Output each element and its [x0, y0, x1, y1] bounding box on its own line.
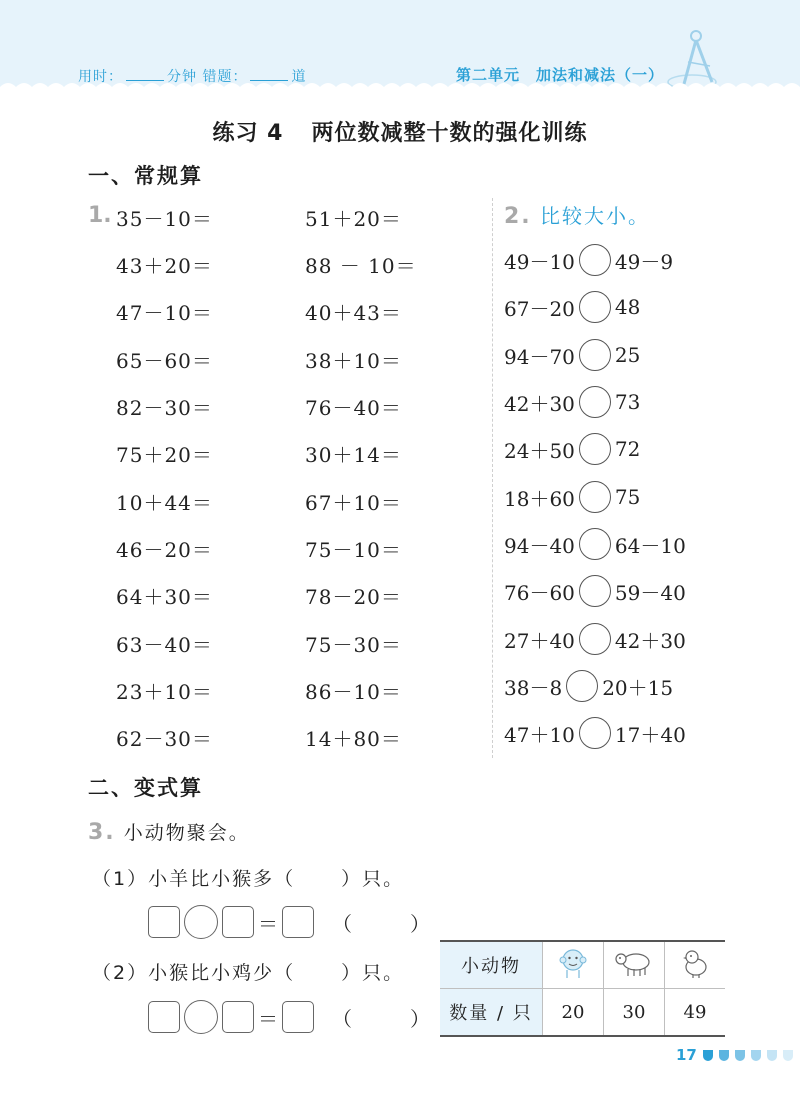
errors-blank[interactable]	[250, 68, 288, 81]
number-box[interactable]	[222, 906, 254, 938]
table-row	[440, 941, 725, 989]
equation-item: 86－10＝	[305, 680, 402, 704]
unit-parenthesis: （ ）	[332, 1006, 432, 1031]
comparison-row	[504, 386, 640, 418]
question-3-heading: 3. 小动物聚会。	[88, 820, 250, 845]
table-row	[440, 989, 725, 1037]
compare-answer-circle[interactable]	[579, 575, 611, 607]
comparison-right: 25	[614, 343, 641, 367]
equation-item: 82－30＝	[116, 396, 213, 420]
comparison-right: 64－10	[614, 533, 686, 558]
comparison-row	[504, 528, 686, 560]
result-box[interactable]	[282, 906, 314, 938]
comparison-left: 76－60	[504, 580, 575, 605]
count-sheep: 30	[604, 989, 665, 1037]
comparison-left: 38－8	[504, 675, 563, 700]
comparison-row	[504, 244, 673, 276]
comparison-row	[504, 339, 640, 371]
equation-item: 63－40＝	[116, 633, 213, 657]
equals-sign: ＝	[258, 1006, 278, 1031]
comparison-left: 42＋30	[504, 391, 575, 416]
operator-circle[interactable]	[184, 1000, 218, 1034]
question-2-title: 比较大小。	[540, 204, 651, 228]
compare-answer-circle[interactable]	[579, 717, 611, 749]
equation-item: 64＋30＝	[116, 585, 213, 609]
comparison-left: 24＋50	[504, 438, 575, 463]
equation-item: 88 － 10＝	[305, 254, 417, 278]
section-heading-variant: 二、变式算	[88, 776, 203, 800]
equation-item: 30＋14＝	[305, 443, 402, 467]
equation-row-2	[148, 1000, 432, 1034]
comparison-row	[504, 717, 686, 749]
table-cell-monkey	[543, 941, 604, 989]
number-box[interactable]	[148, 1001, 180, 1033]
question-2-heading: 2. 比较大小。	[504, 204, 651, 229]
equation-item: 14＋80＝	[305, 727, 402, 751]
equation-item: 51＋20＝	[305, 207, 402, 231]
comparison-right: 42＋30	[614, 628, 686, 653]
chick-icon	[680, 947, 710, 979]
comparison-row	[504, 433, 640, 465]
exercise-number: 练习 4	[212, 121, 284, 146]
comparison-right: 48	[614, 295, 641, 319]
equation-item: 47－10＝	[116, 301, 213, 325]
page-title	[0, 116, 800, 147]
comparison-left: 27＋40	[504, 628, 575, 653]
table-header-animal: 小动物	[440, 941, 543, 989]
equation-item: 38＋10＝	[305, 349, 402, 373]
comparison-row	[504, 481, 640, 513]
equation-item: 35－10＝	[116, 207, 213, 231]
equation-item: 75＋20＝	[116, 443, 213, 467]
compare-answer-circle[interactable]	[579, 291, 611, 323]
compare-answer-circle[interactable]	[579, 433, 611, 465]
comparison-right: 59－40	[614, 580, 686, 605]
time-unit: 分钟	[167, 69, 197, 85]
comparison-right: 49－9	[614, 249, 674, 274]
comparison-left: 67－20	[504, 296, 575, 321]
equation-item: 78－20＝	[305, 585, 402, 609]
table-header-count: 数量 / 只	[440, 989, 543, 1037]
compare-answer-circle[interactable]	[579, 244, 611, 276]
comparison-left: 47＋10	[504, 722, 575, 747]
comparison-row	[504, 670, 673, 702]
page-header	[0, 0, 800, 92]
page-dot	[767, 1050, 777, 1061]
exercise-topic: 两位数减整十数的强化训练	[311, 121, 588, 146]
equation-item: 40＋43＝	[305, 301, 402, 325]
table-cell-chick	[665, 941, 726, 989]
sub-question-2: （2）小猴比小鸡少（ ）只。	[92, 962, 405, 984]
comparison-row	[504, 623, 686, 655]
comparison-right: 75	[614, 485, 641, 509]
compare-answer-circle[interactable]	[579, 481, 611, 513]
compare-answer-circle[interactable]	[566, 670, 598, 702]
equation-item: 75－10＝	[305, 538, 402, 562]
comparison-left: 18＋60	[504, 486, 575, 511]
unit-title: 第二单元 加法和减法（一）	[456, 66, 665, 84]
comparison-left: 49－10	[504, 249, 575, 274]
result-box[interactable]	[282, 1001, 314, 1033]
equation-item: 43＋20＝	[116, 254, 213, 278]
comparison-left: 94－40	[504, 533, 575, 558]
page-number-badge	[676, 1046, 793, 1064]
equation-row-1	[148, 905, 432, 939]
sub-question-1: （1）小羊比小猴多（ ）只。	[92, 868, 405, 890]
equation-item: 62－30＝	[116, 727, 213, 751]
number-box[interactable]	[222, 1001, 254, 1033]
compare-answer-circle[interactable]	[579, 339, 611, 371]
comparison-left: 94－70	[504, 344, 575, 369]
sheep-icon	[614, 948, 654, 978]
page-dot	[719, 1050, 729, 1061]
time-label: 用时：	[78, 69, 123, 85]
number-box[interactable]	[148, 906, 180, 938]
question-1-number: 1.	[88, 203, 112, 228]
comparison-right: 72	[614, 437, 641, 461]
time-and-errors-record	[78, 66, 306, 86]
monkey-icon	[558, 946, 588, 980]
operator-circle[interactable]	[184, 905, 218, 939]
animal-count-table	[440, 940, 725, 1037]
compare-answer-circle[interactable]	[579, 528, 611, 560]
comparison-row	[504, 291, 640, 323]
equals-sign: ＝	[258, 911, 278, 936]
comparison-right: 73	[614, 390, 641, 414]
page-dots	[697, 1050, 793, 1061]
page-dot	[703, 1050, 713, 1061]
comparison-right: 20＋15	[602, 675, 674, 700]
equation-item: 46－20＝	[116, 538, 213, 562]
equation-item: 10＋44＝	[116, 491, 213, 515]
errors-unit: 道	[291, 69, 307, 85]
equation-item: 67＋10＝	[305, 491, 402, 515]
time-blank[interactable]	[126, 68, 164, 81]
column-divider	[492, 198, 493, 758]
table-cell-sheep	[604, 941, 665, 989]
equation-item: 65－60＝	[116, 349, 213, 373]
page-number: 17	[676, 1046, 697, 1064]
unit-parenthesis: （ ）	[332, 911, 432, 936]
page-dot	[751, 1050, 761, 1061]
errors-label: 错题：	[202, 69, 248, 85]
equation-item: 76－40＝	[305, 396, 402, 420]
page-dot	[735, 1050, 745, 1061]
equation-item: 23＋10＝	[116, 680, 213, 704]
comparison-row	[504, 575, 686, 607]
section-heading-regular: 一、常规算	[88, 164, 203, 188]
question-3-title: 小动物聚会。	[123, 822, 250, 844]
count-monkey: 20	[543, 989, 604, 1037]
compare-answer-circle[interactable]	[579, 623, 611, 655]
compare-answer-circle[interactable]	[579, 386, 611, 418]
count-chick: 49	[665, 989, 726, 1037]
equation-item: 75－30＝	[305, 633, 402, 657]
page-dot	[783, 1050, 793, 1061]
comparison-right: 17＋40	[614, 722, 686, 747]
